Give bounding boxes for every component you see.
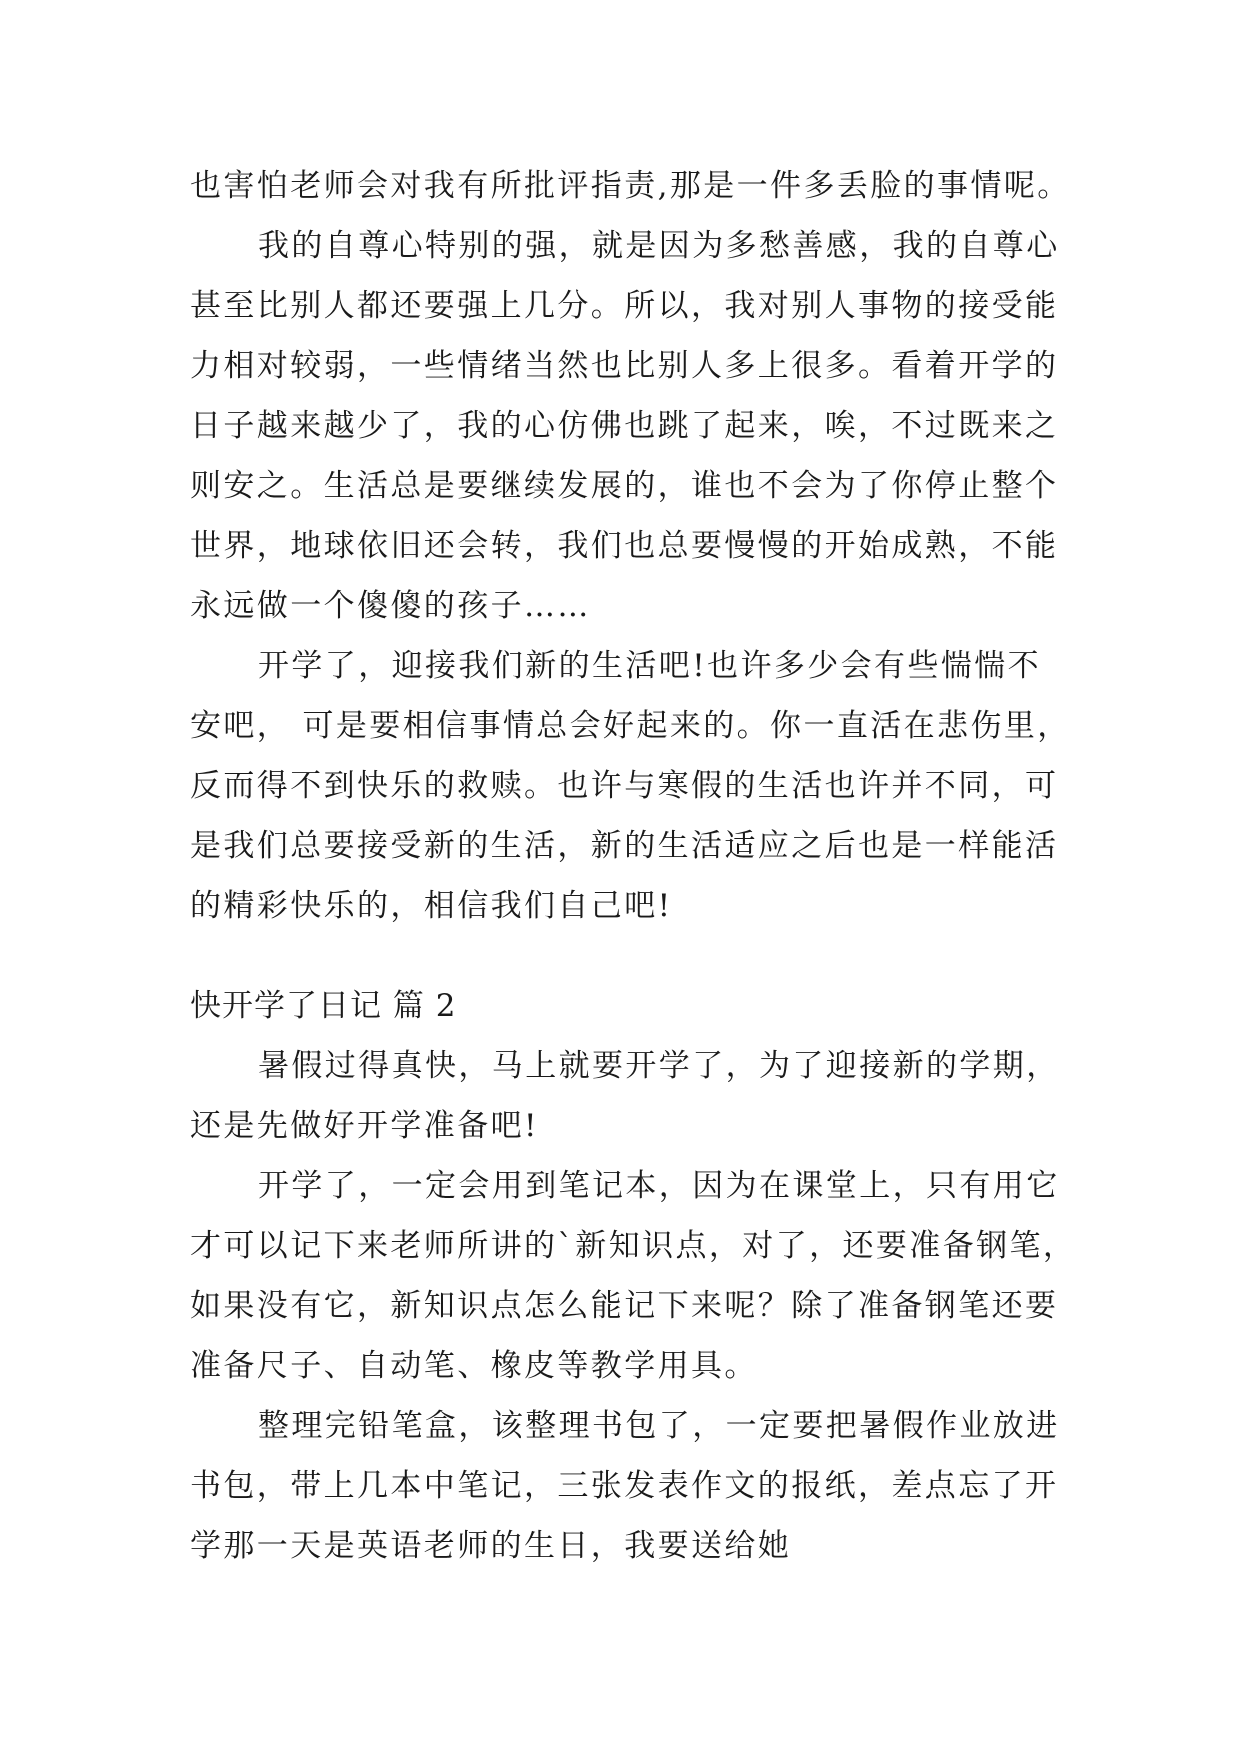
text-line-21: 整理完铅笔盒，该整理书包了，一定要把暑假作业放进	[258, 1408, 1060, 1444]
text-line-17: 开学了，一定会用到笔记本，因为在课堂上，只有用它	[258, 1168, 1060, 1204]
text-line-18: 才可以记下来老师所讲的`新知识点，对了，还要准备钢笔，	[190, 1228, 1077, 1264]
text-line-1: 也害怕老师会对我有所批评指责,那是一件多丢脸的事情呢。	[190, 168, 1071, 204]
text-line-22: 书包，带上几本中笔记，三张发表作文的报纸，差点忘了开	[190, 1468, 1059, 1504]
text-line-23: 学那一天是英语老师的生日，我要送给她	[190, 1528, 792, 1564]
text-line-7: 世界，地球依旧还会转，我们也总要慢慢的开始成熟，不能	[190, 528, 1059, 564]
text-line-5: 日子越来越少了，我的心仿佛也跳了起来，唉，不过既来之	[190, 408, 1059, 444]
text-line-11: 反而得不到快乐的救赎。也许与寒假的生活也许并不同，可	[190, 768, 1059, 804]
text-line-10: 安吧， 可是要相信事情总会好起来的。你一直活在悲伤里，	[190, 708, 1071, 744]
text-line-19: 如果没有它，新知识点怎么能记下来呢？除了准备钢笔还要	[190, 1288, 1059, 1324]
text-line-16: 还是先做好开学准备吧!	[190, 1108, 539, 1144]
text-line-13: 的精彩快乐的，相信我们自己吧!	[190, 888, 673, 924]
text-line-15: 暑假过得真快，马上就要开学了，为了迎接新的学期，	[258, 1048, 1060, 1084]
text-line-2: 我的自尊心特别的强，就是因为多愁善感，我的自尊心	[258, 228, 1060, 264]
text-line-3: 甚至比别人都还要强上几分。所以，我对别人事物的接受能	[190, 288, 1059, 324]
text-line-9: 开学了，迎接我们新的生活吧!也许多少会有些惴惴不	[258, 648, 1042, 684]
text-line-6: 则安之。生活总是要继续发展的，谁也不会为了你停止整个	[190, 468, 1059, 504]
text-line-8: 永远做一个傻傻的孩子……	[190, 588, 591, 624]
text-line-4: 力相对较弱，一些情绪当然也比别人多上很多。看着开学的	[190, 348, 1059, 384]
section-heading: 快开学了日记 篇 2	[190, 988, 457, 1024]
text-line-12: 是我们总要接受新的生活，新的生活适应之后也是一样能活	[190, 828, 1059, 864]
text-line-20: 准备尺子、自动笔、橡皮等教学用具。	[190, 1348, 758, 1384]
